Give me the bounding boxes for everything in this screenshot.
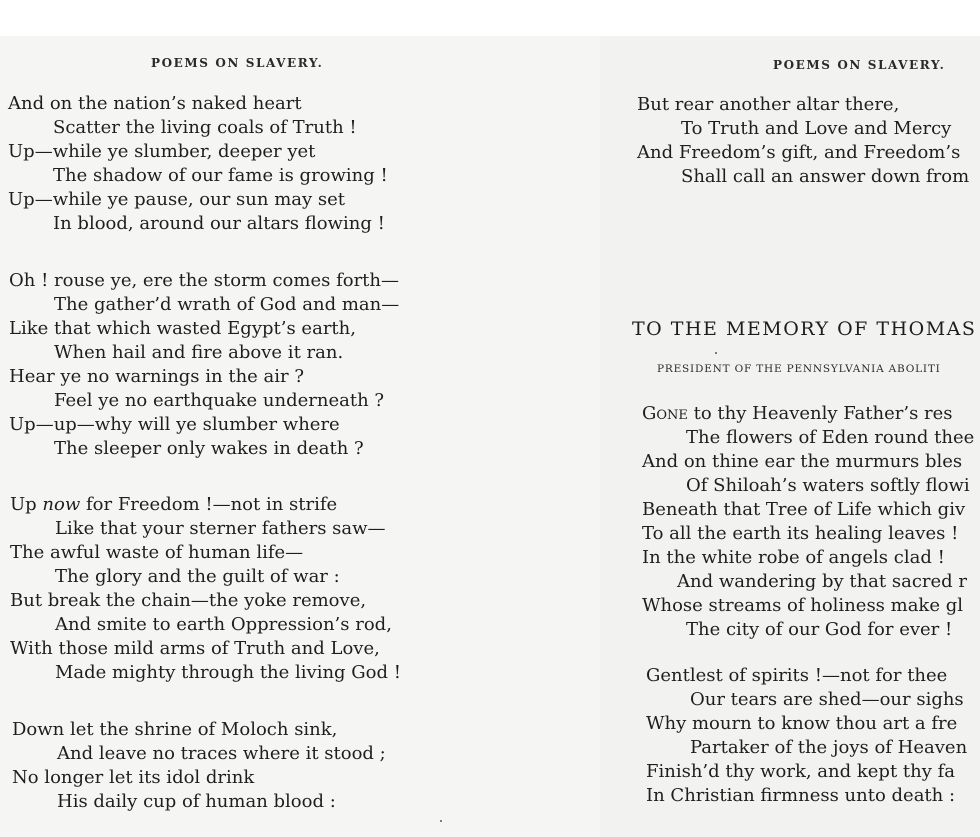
running-head: POEMS ON SLAVERY.: [773, 58, 946, 72]
poem-line: In Christian firmness unto death :: [646, 785, 956, 806]
poem-line: Like that your sterner fathers saw—: [55, 518, 386, 539]
poem-line: And on the nation’s naked heart: [8, 93, 302, 114]
poem-line: And wandering by that sacred r: [677, 571, 968, 592]
left-page: [0, 36, 600, 837]
poem-line: Finish’d thy work, and kept thy fa: [646, 761, 956, 782]
stanza-continued: [637, 93, 969, 189]
poem-line: To all the earth its healing leaves !: [642, 523, 959, 544]
scan-top-margin: [0, 0, 980, 36]
poem-line: And Freedom’s gift, and Freedom’s: [637, 142, 961, 163]
poem-line: But rear another altar there,: [637, 94, 900, 115]
poem-line: Down let the shrine of Moloch sink,: [12, 719, 338, 740]
poem-line: With those mild arms of Truth and Love,: [10, 638, 380, 659]
poem-line: The glory and the guilt of war :: [55, 566, 340, 587]
poem-line: Our tears are shed—our sighs: [690, 689, 964, 710]
poem-line: Up—while ye slumber, deeper yet: [8, 141, 316, 162]
memorial-stanza-1: [642, 402, 974, 642]
poem-line: Oh ! rouse ye, ere the storm comes forth—: [9, 270, 399, 291]
poem-line: In blood, around our altars flowing !: [53, 213, 385, 234]
poem-line: Hear ye no warnings in the air ?: [9, 366, 305, 387]
poem-line: And on thine ear the murmurs bles: [642, 451, 963, 472]
memorial-stanza-2: [646, 664, 967, 808]
poem-line: To Truth and Love and Mercy: [681, 118, 952, 139]
poem-line: And leave no traces where it stood ;: [57, 743, 386, 764]
stanza-3: [10, 493, 401, 685]
stanza-4: [12, 718, 386, 814]
poem-line: Shall call an answer down from: [681, 166, 970, 187]
stanza-2: [9, 269, 399, 461]
poem-line: Scatter the living coals of Truth !: [53, 117, 357, 138]
poem-line: When hail and fire above it ran.: [54, 342, 344, 363]
stanza-1: [8, 92, 388, 236]
poem-line: The shadow of our fame is growing !: [53, 165, 388, 186]
poem-line: Up—up—why will ye slumber where: [9, 414, 340, 435]
poem-line: Gentlest of spirits !—not for thee: [646, 665, 948, 686]
poem-line: The sleeper only wakes in death ?: [54, 438, 364, 459]
poem-line: Gone to thy Heavenly Father’s res: [642, 403, 953, 424]
poem-line: The gather’d wrath of God and man—: [54, 294, 400, 315]
poem-title: TO THE MEMORY OF THOMAS: [632, 318, 977, 340]
poem-line: Like that which wasted Egypt’s earth,: [9, 318, 356, 339]
ink-speck: [715, 352, 717, 354]
poem-line: Made mighty through the living God !: [55, 662, 401, 683]
poem-line: In the white robe of angels clad !: [642, 547, 945, 568]
poem-line: Feel ye no earthquake underneath ?: [54, 390, 385, 411]
poem-line: The city of our God for ever !: [686, 619, 953, 640]
right-page: [600, 36, 980, 837]
poem-line: No longer let its idol drink: [12, 767, 255, 788]
poem-line: Beneath that Tree of Life which giv: [642, 499, 966, 520]
poem-line: Partaker of the joys of Heaven: [690, 737, 968, 758]
poem-line: Why mourn to know thou art a fre: [646, 713, 958, 734]
running-head: POEMS ON SLAVERY.: [151, 56, 324, 70]
poem-line: Up—while ye pause, our sun may set: [8, 189, 346, 210]
ink-speck: [440, 820, 442, 822]
poem-line: His daily cup of human blood :: [57, 791, 336, 812]
poem-line: Whose streams of holiness make gl: [642, 595, 963, 616]
poem-line: And smite to earth Oppression’s rod,: [55, 614, 392, 635]
poem-subtitle: PRESIDENT OF THE PENNSYLVANIA ABOLITI: [657, 363, 941, 375]
poem-line: Up now for Freedom !—not in strife: [10, 494, 338, 515]
poem-line: Of Shiloah’s waters softly flowi: [686, 475, 970, 496]
poem-line: The flowers of Eden round thee: [686, 427, 975, 448]
poem-line: But break the chain—the yoke remove,: [10, 590, 367, 611]
poem-line: The awful waste of human life—: [10, 542, 304, 563]
